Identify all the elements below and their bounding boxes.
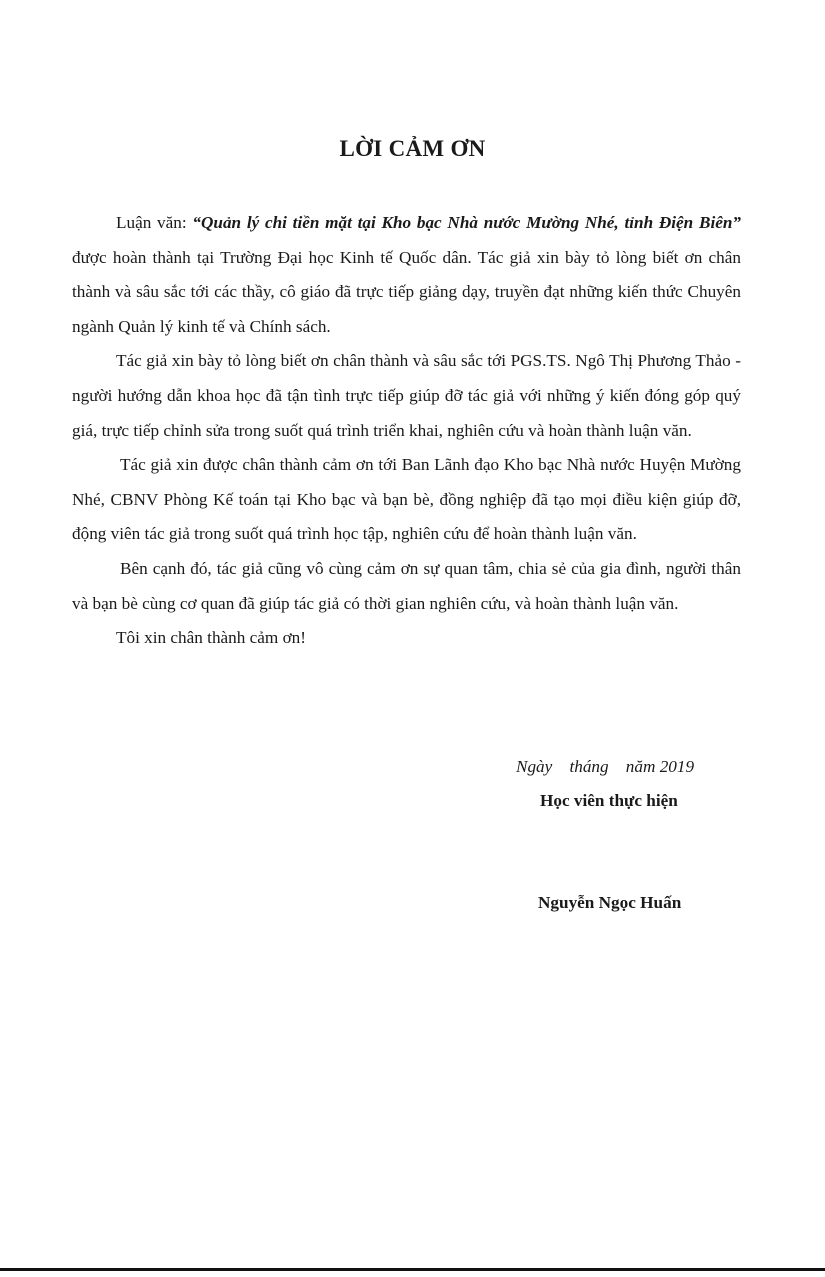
paragraph-1 xyxy=(72,206,741,344)
thesis-title: “Quản lý chi tiền mặt tại Kho bạc Nhà nước Mường Nhé, tỉnh Điện Biên” xyxy=(192,213,741,232)
paragraph-1-prefix: Luận văn: xyxy=(116,213,193,232)
bottom-divider xyxy=(0,1268,825,1271)
paragraph-4: Bên cạnh đó, tác giả cũng vô cùng cảm ơn sự quan tâm, chia sẻ của gia đình, người thân và bạn bè cùng cơ quan đã giúp tác giả có thời gian nghiên cứu, và hoàn thành luận văn. xyxy=(72,558,741,613)
page-title: LỜI CẢM ƠN xyxy=(339,136,486,161)
paragraph-3: Tác giả xin được chân thành cảm ơn tới Ban Lãnh đạo Kho bạc Nhà nước Huyện Mường Nhé, CBNV Phòng Kế toán tại Kho bạc và bạn bè, đồng nghiệp đã tạo mọi điều kiện giúp đỡ, động viên tác giả trong suốt quá trình học tập, nghiên cứu để hoàn thành luận văn. xyxy=(72,455,741,544)
paragraph-2: Tác giả xin bày tỏ lòng biết ơn chân thành và sâu sắc tới PGS.TS. Ngô Thị Phương Thảo - người hướng dẫn khoa học đã tận tình trực tiếp giúp đỡ tác giả với những ý kiến đóng góp quý giá, trực tiếp chỉnh sửa trong suốt quá trình triển khai, nghiên cứu và hoàn thành luận văn. xyxy=(72,351,741,440)
signature-date: Ngày tháng năm 2019 xyxy=(516,757,695,776)
acknowledgement-body xyxy=(72,206,741,656)
signature-role: Học viên thực hiện xyxy=(540,791,678,810)
paragraph-5: Tôi xin chân thành cảm ơn! xyxy=(116,628,306,648)
signature-name: Nguyễn Ngọc Huấn xyxy=(538,893,682,912)
paragraph-1-rest: được hoàn thành tại Trường Đại học Kinh tế Quốc dân. Tác giả xin bày tỏ lòng biết ơn chân thành và sâu sắc tới các thầy, cô giáo đã trực tiếp giảng dạy, truyền đạt những kiến thức Chuyên ngành Quản lý kinh tế và Chính sách. xyxy=(72,247,741,336)
